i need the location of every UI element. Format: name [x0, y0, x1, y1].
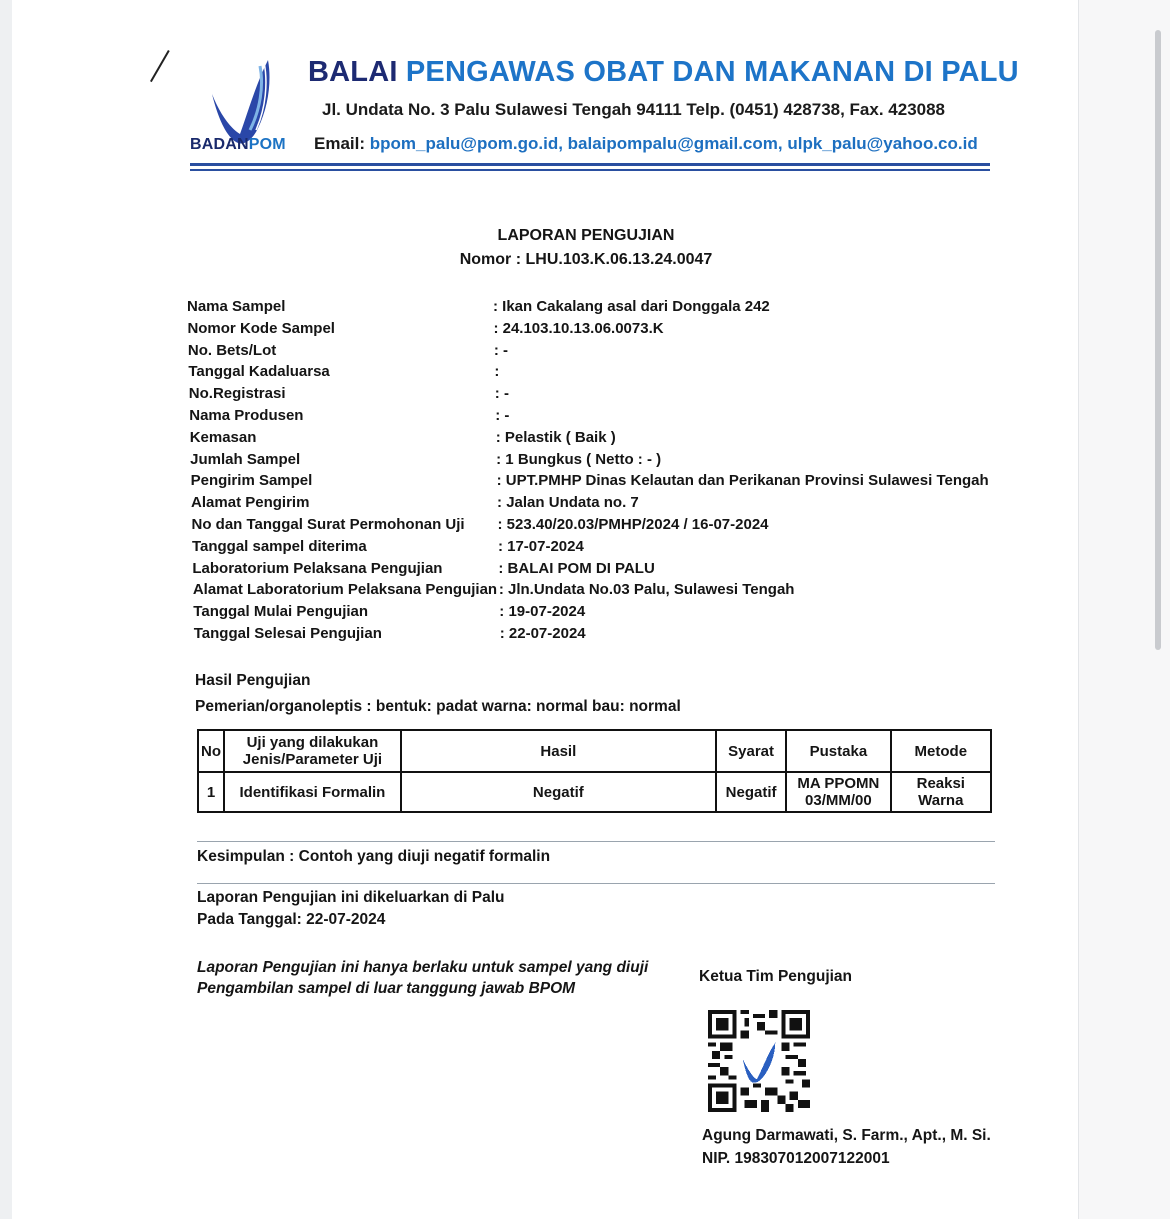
logo-text-badan: BADAN — [190, 136, 249, 153]
info-value: : 19-07-2024 — [499, 603, 586, 621]
info-value: : - — [495, 406, 510, 424]
results-heading: Hasil Pengujian — [195, 672, 311, 689]
organoleptic-line: Pemerian/organoleptis : bentuk: padat warna: normal bau: normal — [195, 698, 681, 715]
info-value: : UPT.PMHP Dinas Kelautan dan Perikanan Provinsi Sulawesi Tengah — [496, 472, 989, 490]
table-header-row — [198, 730, 991, 772]
divider — [197, 883, 995, 884]
info-label: Tanggal sampel diterima — [191, 537, 367, 555]
info-row — [187, 320, 1007, 342]
info-label: Laboratorium Pelaksana Pengujian — [192, 559, 443, 577]
org-title-prefix: BALAI — [308, 56, 398, 88]
col-no: No — [198, 730, 224, 772]
info-row — [189, 407, 1009, 429]
info-label: Nama Produsen — [189, 406, 304, 424]
info-row — [194, 625, 1014, 647]
col-requirement: Syarat — [716, 730, 786, 772]
info-value: : Jln.Undata No.03 Palu, Sulawesi Tengah — [498, 581, 795, 599]
cell-test: Identifikasi Formalin — [224, 772, 401, 812]
page-edge — [0, 0, 12, 1219]
info-label: Jumlah Sampel — [190, 450, 301, 468]
info-row — [189, 385, 1009, 407]
info-value: : Ikan Cakalang asal dari Donggala 242 — [493, 298, 770, 315]
info-row — [192, 560, 1012, 582]
info-value: : 24.103.10.13.06.0073.K — [493, 319, 664, 337]
col-reference: Pustaka — [786, 730, 890, 772]
col-test-line-2: Jenis/Parameter Uji — [242, 751, 383, 768]
info-row — [192, 538, 1012, 560]
info-value: : Pelastik ( Baik ) — [495, 428, 616, 446]
info-label: Nomor Kode Sampel — [187, 319, 335, 337]
col-result: Hasil — [401, 730, 716, 772]
info-value: : — [494, 363, 500, 381]
org-title — [308, 56, 1019, 89]
org-email — [314, 134, 978, 154]
cell-method-line-1: Reaksi — [916, 775, 965, 792]
info-value: : 22-07-2024 — [499, 624, 586, 642]
info-label: No dan Tanggal Surat Permohonan Uji — [191, 515, 465, 533]
info-label: Alamat Laboratorium Pelaksana Pengujian — [192, 581, 498, 599]
qr-code-icon — [708, 1010, 810, 1112]
report-number-text: Nomor : LHU.103.K.06.13.24.0047 — [459, 251, 713, 268]
cell-reference-line-1: MA PPOMN — [797, 775, 880, 792]
info-row — [188, 363, 1008, 385]
info-row — [191, 494, 1011, 516]
cell-no: 1 — [198, 772, 224, 812]
pen-mark — [150, 50, 170, 82]
cell-result: Negatif — [401, 772, 716, 812]
cell-reference — [786, 772, 890, 812]
cell-reference-line-2: 03/MM/00 — [805, 792, 872, 809]
signature-role: Ketua Tim Pengujian — [699, 968, 853, 985]
info-label: Tanggal Mulai Pengujian — [193, 603, 369, 621]
info-row — [190, 429, 1010, 451]
header-rule — [190, 169, 990, 171]
logo-text — [190, 136, 286, 154]
info-value: : 1 Bungkus ( Netto : - ) — [496, 450, 662, 468]
info-label: No.Registrasi — [188, 385, 286, 403]
info-label: Nama Sampel — [187, 298, 286, 315]
report-number — [0, 251, 1170, 269]
col-test-line-1: Uji yang dilakukan — [246, 734, 379, 751]
disclaimer-line-2: Pengambilan sampel di luar tanggung jawab BPOM — [197, 980, 576, 997]
info-row — [191, 472, 1011, 494]
cell-method — [891, 772, 991, 812]
info-label: No. Bets/Lot — [187, 341, 277, 359]
issued-date: Pada Tanggal: 22-07-2024 — [197, 911, 386, 928]
info-label: Tanggal Kadaluarsa — [188, 363, 330, 381]
report-title — [0, 227, 1170, 245]
info-row — [193, 603, 1013, 625]
info-row — [188, 342, 1008, 364]
info-label: Alamat Pengirim — [191, 494, 310, 512]
info-value: : 17-07-2024 — [497, 537, 584, 555]
info-row — [190, 451, 1010, 473]
email-addresses: bpom_palu@pom.go.id, balaipompalu@gmail.com, ulpk_palu@yahoo.co.id — [369, 134, 978, 153]
info-row — [193, 581, 1013, 603]
sample-info-list — [187, 298, 1007, 647]
org-title-rest: PENGAWAS OBAT DAN MAKANAN DI PALU — [405, 56, 1019, 88]
info-value: : - — [494, 385, 509, 403]
disclaimer-line-1: Laporan Pengujian ini hanya berlaku untuk sampel yang diuji — [197, 959, 649, 976]
info-value: : Jalan Undata no. 7 — [497, 494, 639, 512]
email-label: Email: — [314, 134, 366, 153]
signature-nip: NIP. 198307012007122001 — [702, 1150, 890, 1167]
cell-method-line-2: Warna — [918, 792, 964, 809]
report-title-text: LAPORAN PENGUJIAN — [497, 227, 675, 244]
conclusion: Kesimpulan : Contoh yang diuji negatif formalin — [197, 848, 551, 865]
info-value: : 523.40/20.03/PMHP/2024 / 16-07-2024 — [497, 515, 769, 533]
divider — [197, 841, 995, 842]
issued-place: Laporan Pengujian ini dikeluarkan di Palu — [197, 889, 505, 906]
table-row — [198, 772, 991, 812]
scrollbar[interactable] — [1155, 30, 1161, 650]
info-label: Tanggal Selesai Pengujian — [193, 624, 382, 642]
col-method: Metode — [891, 730, 991, 772]
signature-name: Agung Darmawati, S. Farm., Apt., M. Si. — [702, 1127, 991, 1144]
info-label: Pengirim Sampel — [190, 472, 313, 490]
org-address: Jl. Undata No. 3 Palu Sulawesi Tengah 94111 Telp. (0451) 428738, Fax. 423088 — [322, 100, 946, 119]
info-row — [187, 298, 1007, 320]
results-table — [197, 729, 992, 813]
info-value: : - — [493, 341, 509, 359]
info-label: Kemasan — [189, 428, 257, 446]
header-rule — [190, 163, 990, 166]
cell-requirement: Negatif — [716, 772, 786, 812]
col-test — [224, 730, 401, 772]
info-value: : BALAI POM DI PALU — [498, 559, 655, 577]
logo-text-pom: POM — [248, 136, 286, 153]
info-row — [192, 516, 1012, 538]
